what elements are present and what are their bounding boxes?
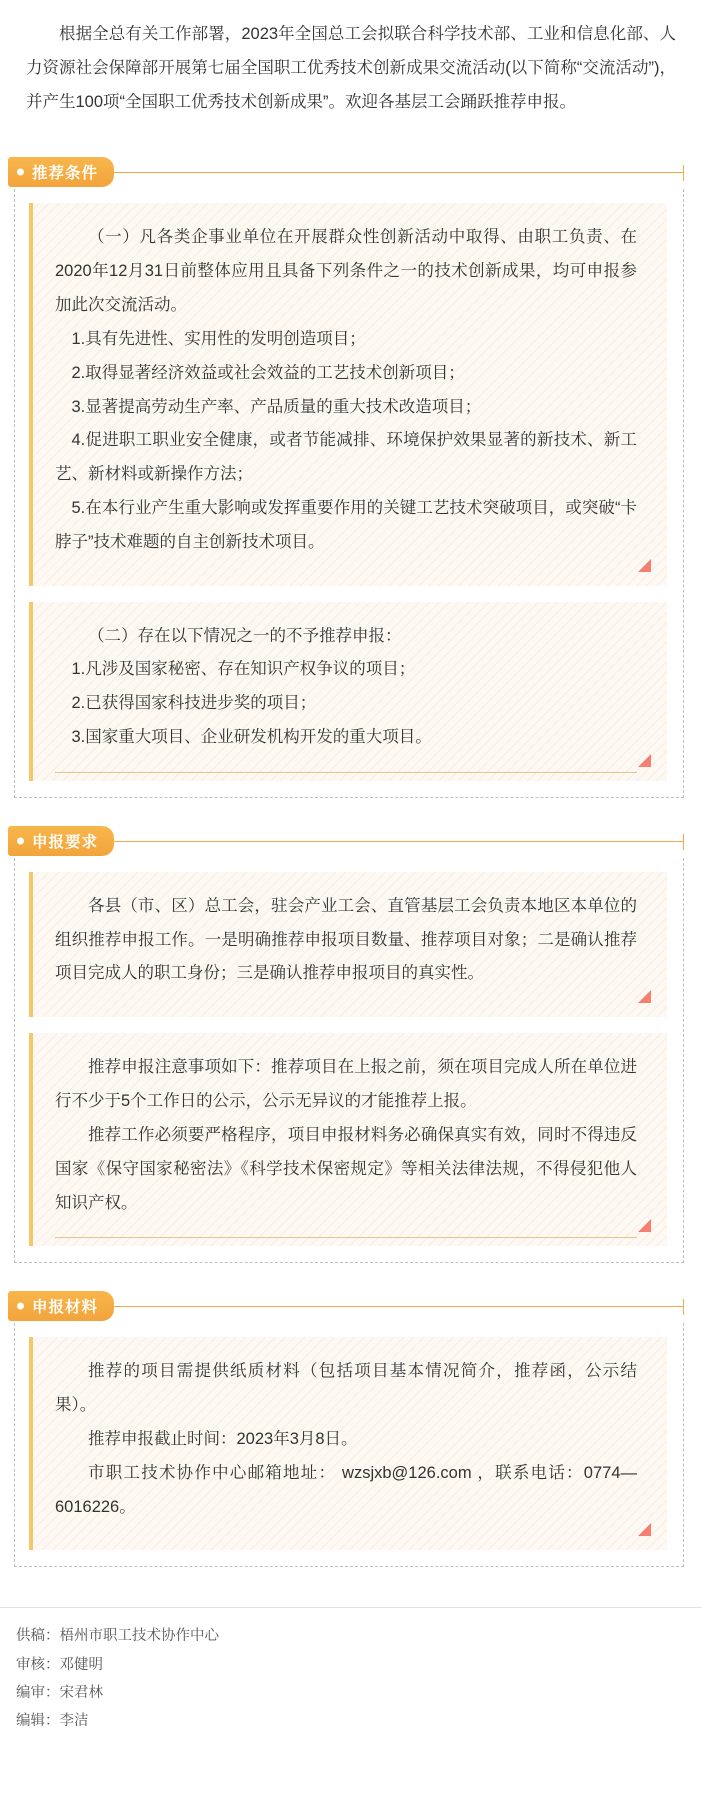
section-tag-label: 推荐条件 bbox=[32, 165, 99, 183]
section-tag-label: 申报要求 bbox=[32, 833, 99, 851]
section-header bbox=[8, 824, 702, 858]
card-line: （二）存在以下情况之一的不予推荐申报： bbox=[88, 626, 402, 645]
intro-paragraph bbox=[0, 0, 702, 129]
section-tag-label: 申报材料 bbox=[32, 1299, 99, 1317]
bullet-dot-icon bbox=[17, 169, 24, 176]
card-line: 3.显著提高劳动生产率、产品质量的重大技术改造项目； bbox=[71, 397, 482, 416]
card-line: 市职工技术协作中心邮箱地址： wzsjxb@126.com ，联系电话：0774—6016226。 bbox=[55, 1463, 637, 1516]
section-header bbox=[8, 155, 702, 189]
section-tag bbox=[8, 826, 114, 856]
section-recommend-conditions bbox=[0, 155, 702, 797]
card-line: 推荐申报截止时间：2023年3月8日。 bbox=[88, 1429, 358, 1448]
card-line: 1.具有先进性、实用性的发明创造项目； bbox=[71, 329, 366, 348]
card-underline bbox=[55, 1237, 637, 1238]
intro-text: 根据全总有关工作部署，2023年全国总工会拟联合科学技术部、工业和信息化部、人力资源社会保障部开展第七届全国职工优秀技术创新成果交流活动(以下简称“交流活动”)，并产生100项“全国职工优秀技术创新成果”。欢迎各基层工会踊跃推荐申报。 bbox=[26, 25, 676, 111]
content-card bbox=[29, 602, 667, 781]
section-application-requirements bbox=[0, 824, 702, 1264]
card-line: 4.促进职工职业安全健康，或者节能减排、环境保护效果显著的新技术、新工艺、新材料或新操作方法； bbox=[55, 431, 637, 484]
card-line: 2.已获得国家科技进步奖的项目； bbox=[71, 694, 317, 713]
bullet-dot-icon bbox=[17, 837, 24, 844]
content-card bbox=[29, 872, 667, 1017]
footer-line: 供稿：梧州市职工技术协作中心 bbox=[16, 1628, 219, 1645]
footer-line: 编审：宋君林 bbox=[16, 1684, 103, 1701]
content-card bbox=[29, 203, 667, 585]
card-line: 推荐工作必须要严格程序，项目申报材料务必确保真实有效，同时不得违反国家《保守国家秘密法》《科学技术保密规定》等相关法律法规，不得侵犯他人知识产权。 bbox=[55, 1125, 637, 1212]
card-line: 推荐的项目需提供纸质材料（包括项目基本情况简介，推荐函，公示结果）。 bbox=[55, 1362, 637, 1415]
section-tag bbox=[8, 1291, 114, 1321]
card-underline bbox=[55, 772, 637, 773]
footer-line: 编辑：李洁 bbox=[16, 1713, 89, 1730]
footer-line: 审核：邓健明 bbox=[16, 1656, 103, 1673]
card-line: 各县（市、区）总工会，驻会产业工会、直管基层工会负责本地区本单位的组织推荐申报工作。一是明确推荐申报项目数量、推荐项目对象；二是确认推荐项目完成人的职工身份；三是确认推荐申报项目的真实性。 bbox=[55, 896, 637, 983]
card-line: （一）凡各类企事业单位在开展群众性创新活动中取得、由职工负责、在2020年12月31日前整体应用且具备下列条件之一的技术创新成果，均可申报参加此次交流活动。 bbox=[55, 228, 637, 315]
card-line: 1.凡涉及国家秘密、存在知识产权争议的项目； bbox=[71, 660, 416, 679]
section-application-materials bbox=[0, 1289, 702, 1567]
section-tag bbox=[8, 157, 114, 187]
card-line: 3.国家重大项目、企业研发机构开发的重大项目。 bbox=[71, 728, 432, 746]
section-body bbox=[14, 189, 684, 797]
bullet-dot-icon bbox=[17, 1303, 24, 1310]
section-body bbox=[14, 858, 684, 1264]
section-header bbox=[8, 1289, 702, 1323]
section-body bbox=[14, 1323, 684, 1567]
card-line: 推荐申报注意事项如下：推荐项目在上报之前，须在项目完成人所在单位进行不少于5个工作日的公示，公示无异议的才能推荐上报。 bbox=[55, 1058, 637, 1111]
content-card bbox=[29, 1033, 667, 1246]
footer-credits bbox=[0, 1607, 702, 1753]
card-line: 2.取得显著经济效益或社会效益的工艺技术创新项目； bbox=[71, 363, 465, 382]
content-card bbox=[29, 1337, 667, 1550]
card-line: 5.在本行业产生重大影响或发挥重要作用的关键工艺技术突破项目，或突破“卡脖子”技术难题的自主创新技术项目。 bbox=[55, 498, 637, 551]
